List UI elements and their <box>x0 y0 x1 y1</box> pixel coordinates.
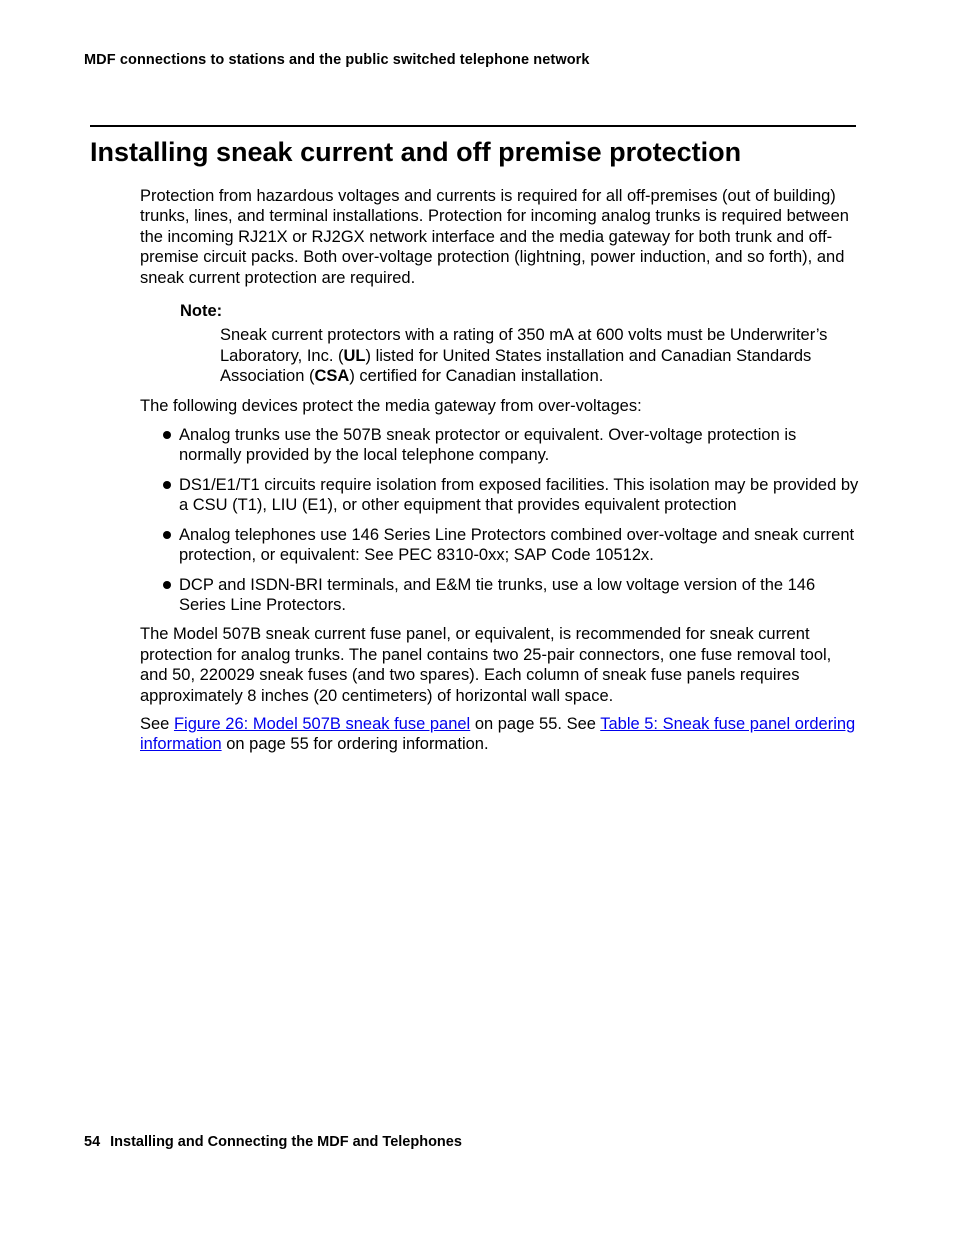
devices-intro-paragraph: The following devices protect the media gateway from over-voltages: <box>140 396 642 415</box>
bullet-icon <box>163 581 171 589</box>
list-item <box>140 475 860 516</box>
fuse-panel-paragraph: The Model 507B sneak current fuse panel, or equivalent, is recommended for sneak current protection for analog trunks. The panel contains two 25-pair connectors, one fuse removal tool, and 50, 220029 sneak fuses (and two spares). Each column of sneak fuse panels requires approximately 8 inches (20 centimeters) of horizontal wall space. <box>140 625 832 705</box>
list-item-text: DCP and ISDN-BRI terminals, and E&M tie trunks, use a low voltage version of the 146 Series Line Protectors. <box>179 575 816 614</box>
bullet-icon <box>163 481 171 489</box>
note-csa-abbrev: CSA <box>314 367 350 386</box>
list-item <box>140 525 860 566</box>
list-item-text: DS1/E1/T1 circuits require isolation from exposed facilities. This isolation may be provided by a CSU (T1), LIU (E1), or other equipment that provides equivalent protection <box>179 475 859 515</box>
xref-middle: on page 55. See <box>470 714 601 733</box>
list-item-text: Analog trunks use the 507B sneak protector or equivalent. Over-voltage protection is normally provided by the local telephone company. <box>179 426 797 465</box>
page-number: 54 <box>84 1134 101 1150</box>
protection-device-list <box>140 425 860 615</box>
table-5-link[interactable]: Table 5: Sneak fuse panel ordering information <box>140 714 856 754</box>
note-block <box>180 301 860 387</box>
list-item <box>140 425 860 466</box>
list-item-text: Analog telephones use 146 Series Line Protectors combined over-voltage and sneak current protection, or equivalent: See PEC 8310-0xx; SAP Code 10512x. <box>179 525 855 565</box>
body-content <box>140 186 860 755</box>
note-text-part-a: Sneak current protectors with a rating of 350 mA at 600 volts must be Underwriter’s Laboratory, Inc. ( <box>220 326 828 365</box>
intro-paragraph: Protection from hazardous voltages and currents is required for all off-premises (out of building) trunks, lines, and terminal installations. Protection for incoming analog trunks is required between the incoming RJ21X or RJ2GX network interface and the media gateway for both trunk and off-premise circuit packs. Both over-voltage protection (lightning, power induction, and so forth), and sneak current protection are required. <box>140 187 849 287</box>
figure-26-link[interactable]: Figure 26: Model 507B sneak fuse panel <box>173 714 471 733</box>
bullet-icon <box>163 531 171 539</box>
note-text-part-c: ) certified for Canadian installation. <box>349 367 604 386</box>
xref-prefix: See <box>140 714 174 733</box>
running-header: MDF connections to stations and the public switched telephone network <box>84 52 590 68</box>
bullet-icon <box>163 431 171 439</box>
section-title: Installing sneak current and off premise protection <box>90 137 742 167</box>
chapter-title: Installing and Connecting the MDF and Telephones <box>110 1134 462 1150</box>
title-rule <box>90 125 856 127</box>
note-text <box>220 325 860 386</box>
xref-suffix: on page 55 for ordering information. <box>221 735 489 754</box>
note-label: Note: <box>180 302 223 321</box>
cross-reference-paragraph <box>140 714 860 755</box>
note-text-part-b: ) listed for United States installation and Canadian Standards Association ( <box>220 346 812 386</box>
note-ul-abbrev: UL <box>343 346 366 365</box>
page-footer <box>84 1134 462 1150</box>
list-item <box>140 575 860 616</box>
